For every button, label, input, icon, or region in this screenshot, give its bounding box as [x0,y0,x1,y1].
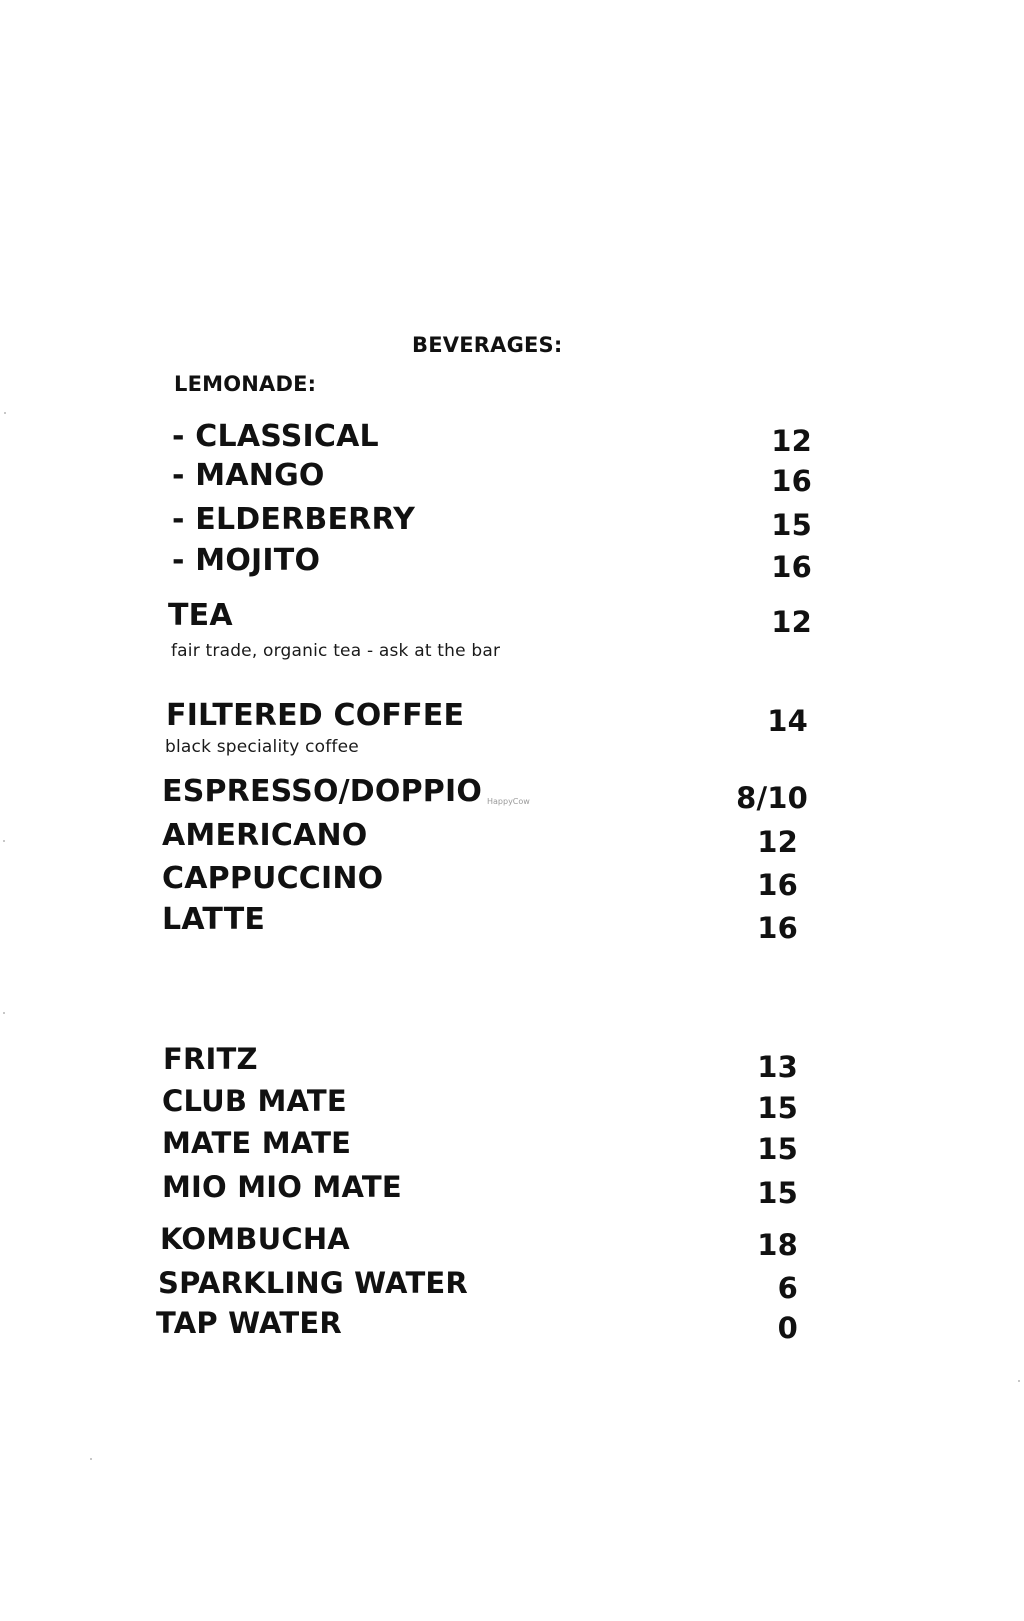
drink-item-price: 13 [757,1050,798,1084]
lemonade-heading: LEMONADE: [174,372,317,396]
coffee-item-name: LATTE [162,902,266,937]
drink-item-name: FRITZ [163,1042,258,1076]
watermark-text: HappyCow [487,797,530,806]
drink-item-name: SPARKLING WATER [158,1266,468,1300]
scan-speck [3,1012,5,1014]
coffee-item-price: 8/10 [736,781,808,815]
scan-speck [90,1458,92,1460]
tea-description: fair trade, organic tea - ask at the bar [171,641,501,661]
lemonade-item-name: - ELDERBERRY [172,502,416,537]
filtered-coffee-description: black speciality coffee [165,737,359,757]
coffee-item-name: CAPPUCCINO [162,861,384,896]
scan-speck [4,412,6,414]
drink-item-price: 18 [757,1228,798,1262]
filtered-coffee-price: 14 [767,704,808,738]
coffee-item-price: 16 [757,868,798,902]
scan-speck [1018,1380,1020,1382]
coffee-item-price: 12 [757,825,798,859]
drink-item-name: MATE MATE [162,1126,352,1160]
menu-title: BEVERAGES: [412,333,563,357]
drink-item-name: MIO MIO MATE [162,1170,402,1204]
tea-price: 12 [771,605,812,639]
scan-speck [3,840,5,842]
lemonade-item-name: - CLASSICAL [172,419,379,454]
lemonade-item-price: 16 [771,550,812,584]
lemonade-item-price: 12 [771,424,812,458]
coffee-item-name: ESPRESSO/DOPPIO [162,774,483,809]
lemonade-item-name: - MOJITO [172,543,321,578]
lemonade-item-price: 15 [771,508,812,542]
drink-item-price: 6 [777,1271,798,1305]
drink-item-price: 0 [777,1311,798,1345]
lemonade-item-name: - MANGO [172,458,325,493]
coffee-item-price: 16 [757,911,798,945]
drink-item-name: KOMBUCHA [160,1222,350,1256]
coffee-item-name: AMERICANO [162,818,368,853]
drink-item-name: TAP WATER [156,1306,342,1340]
filtered-coffee-name: FILTERED COFFEE [166,698,465,733]
drink-item-price: 15 [757,1091,798,1125]
lemonade-item-price: 16 [771,464,812,498]
drink-item-price: 15 [757,1176,798,1210]
drink-item-price: 15 [757,1132,798,1166]
tea-name: TEA [168,598,233,633]
drink-item-name: CLUB MATE [162,1084,347,1118]
